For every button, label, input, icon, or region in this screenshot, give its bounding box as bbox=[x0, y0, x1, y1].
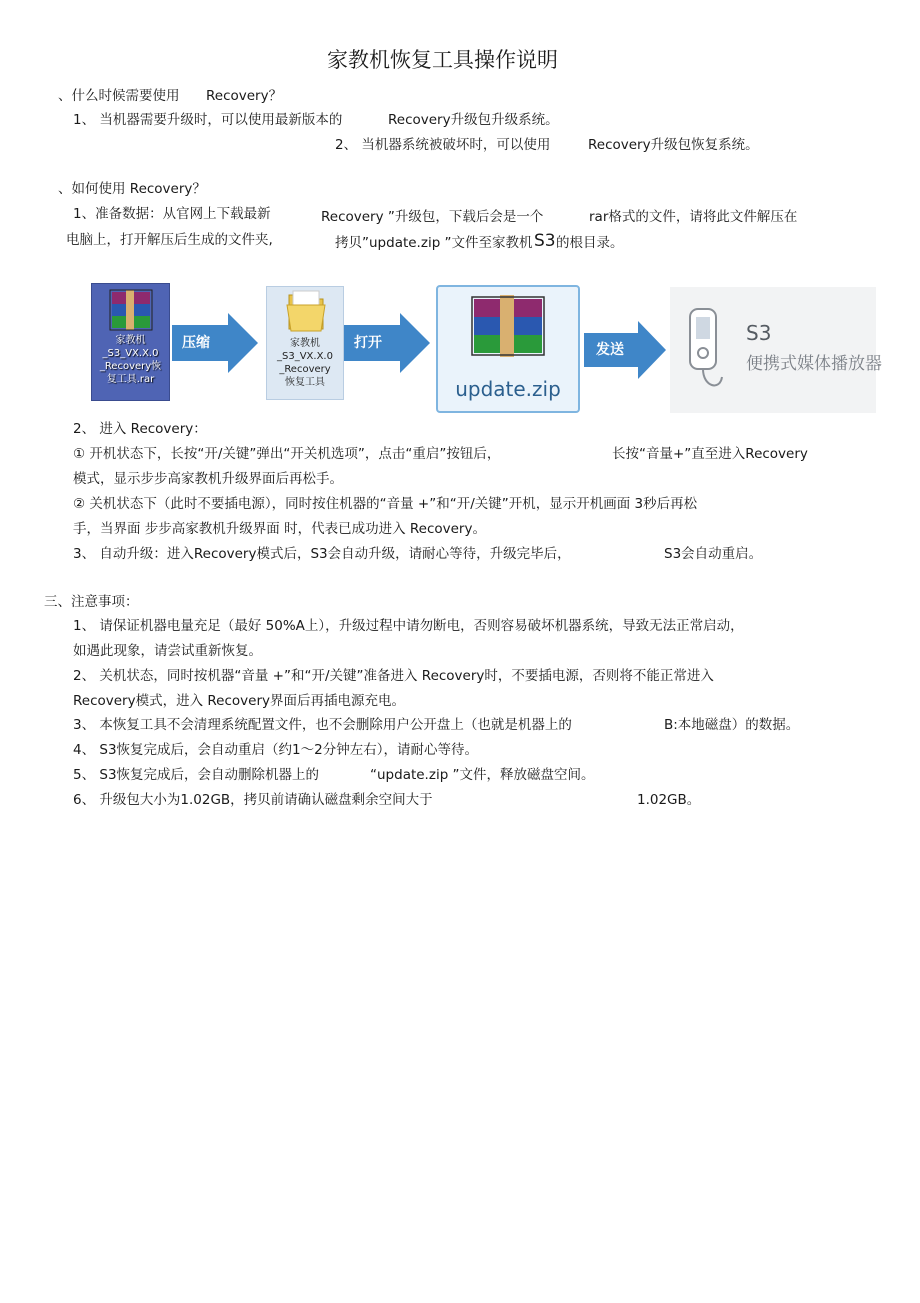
step1-device-name: S3 bbox=[534, 231, 556, 251]
note1-b: 如遇此现象，请尝试重新恢复。 bbox=[73, 643, 262, 659]
note5-a: 5、 S3恢复完成后，会自动删除机器上的 bbox=[73, 767, 320, 783]
note6-b: 1.02GB。 bbox=[637, 792, 701, 808]
note6-a: 6、 升级包大小为1.02GB，拷贝前请确认磁盘剩余空间大于 bbox=[73, 792, 433, 808]
note2-a: 2、 关机状态，同时按机器“音量 +”和“开/关键”准备进入 Recovery时，不要插电源，否则将不能正常进入 bbox=[73, 668, 714, 684]
note3-b: B:本地磁盘）的数据。 bbox=[664, 717, 800, 733]
media-player-tile bbox=[670, 287, 882, 413]
update-zip-tile bbox=[436, 285, 580, 413]
section1-item1: 1、 当机器需要升级时，可以使用最新版本的 bbox=[73, 112, 343, 128]
step2-item2-b: 手，当界面 步步高家教机升级界面 时，代表已成功进入 Recovery。 bbox=[73, 521, 486, 537]
note1-a: 1、 请保证机器电量充足（最好 50%A上），升级过程中请勿断电，否则容易破坏机器系统，导致无法正常启动， bbox=[73, 618, 744, 634]
folder-tile bbox=[266, 286, 344, 400]
step2-item1-b: 长按“音量+”直至进入Recovery bbox=[612, 446, 808, 462]
step3-text-a: 3、 自动升级：进入Recovery模式后，S3会自动升级，请耐心等待，升级完毕后， bbox=[73, 546, 571, 562]
process-flow-diagram bbox=[88, 283, 882, 415]
note5-b: “update.zip ”文件，释放磁盘空间。 bbox=[370, 767, 595, 783]
section1-heading-recovery: Recovery？ bbox=[206, 88, 283, 104]
step1-text-d: 电脑上，打开解压后生成的文件夹, bbox=[66, 232, 273, 248]
media-player-model: S3 bbox=[746, 321, 772, 345]
winrar-archive-icon bbox=[438, 287, 578, 367]
step3-text-b: S3会自动重启。 bbox=[664, 546, 763, 562]
rar-archive-tile bbox=[91, 283, 170, 401]
folder-label: 家教机 _S3_VX.X.0 _Recovery 恢复工具 bbox=[277, 338, 333, 388]
rar-archive-label: 家教机 _S3_VX.X.0 _Recovery恢 复工具.rar bbox=[99, 335, 162, 385]
step2-heading: 2、 进入 Recovery： bbox=[73, 421, 207, 437]
step1-text-e: 拷贝”update.zip ”文件至家教机 bbox=[335, 235, 533, 251]
send-arrow-label: 发送 bbox=[596, 342, 624, 358]
step2-item2-a: ② 关机状态下（此时不要插电源），同时按住机器的“音量 +”和“开/关键”开机，显示开机画面 3秒后再松 bbox=[73, 496, 698, 512]
note2-b: Recovery模式，进入 Recovery界面后再插电源充电。 bbox=[73, 693, 405, 709]
page-title: 家教机恢复工具操作说明 bbox=[327, 48, 558, 72]
note3-a: 3、 本恢复工具不会清理系统配置文件，也不会删除用户公开盘上（也就是机器上的 bbox=[73, 717, 572, 733]
step1-text-c: rar格式的文件，请将此文件解压在 bbox=[589, 209, 798, 225]
update-zip-label: update.zip bbox=[455, 377, 561, 401]
section1-heading: 、什么时候需要使用 bbox=[58, 88, 180, 104]
media-player-icon bbox=[684, 303, 728, 399]
section2-heading: 、如何使用 Recovery？ bbox=[58, 181, 206, 197]
section1-item2-tail: Recovery升级包恢复系统。 bbox=[588, 137, 759, 153]
section1-item2: 2、 当机器系统被破坏时，可以使用 bbox=[335, 137, 551, 153]
step2-item1-a: ① 开机状态下，长按“开/关键”弹出“开关机选项”，点击“重启”按钮后， bbox=[73, 446, 501, 462]
step1-text-b: Recovery ”升级包，下载后会是一个 bbox=[321, 209, 544, 225]
step2-item1-c: 模式，显示步步高家教机升级界面后再松手。 bbox=[73, 471, 343, 487]
step1-text-a: 1、准备数据：从官网上下载最新 bbox=[73, 206, 271, 222]
compress-arrow-label: 压缩 bbox=[182, 335, 210, 351]
note4: 4、 S3恢复完成后，会自动重启（约1～2分钟左右），请耐心等待。 bbox=[73, 742, 478, 758]
step1-text-g: 的根目录。 bbox=[556, 235, 624, 251]
winrar-archive-icon bbox=[92, 284, 169, 340]
open-arrow-label: 打开 bbox=[354, 335, 382, 351]
section3-heading: 三、注意事项： bbox=[44, 594, 139, 610]
section1-item1-tail: Recovery升级包升级系统。 bbox=[388, 112, 559, 128]
folder-icon bbox=[267, 287, 343, 335]
media-player-description: 便携式媒体播放器 bbox=[746, 354, 882, 374]
